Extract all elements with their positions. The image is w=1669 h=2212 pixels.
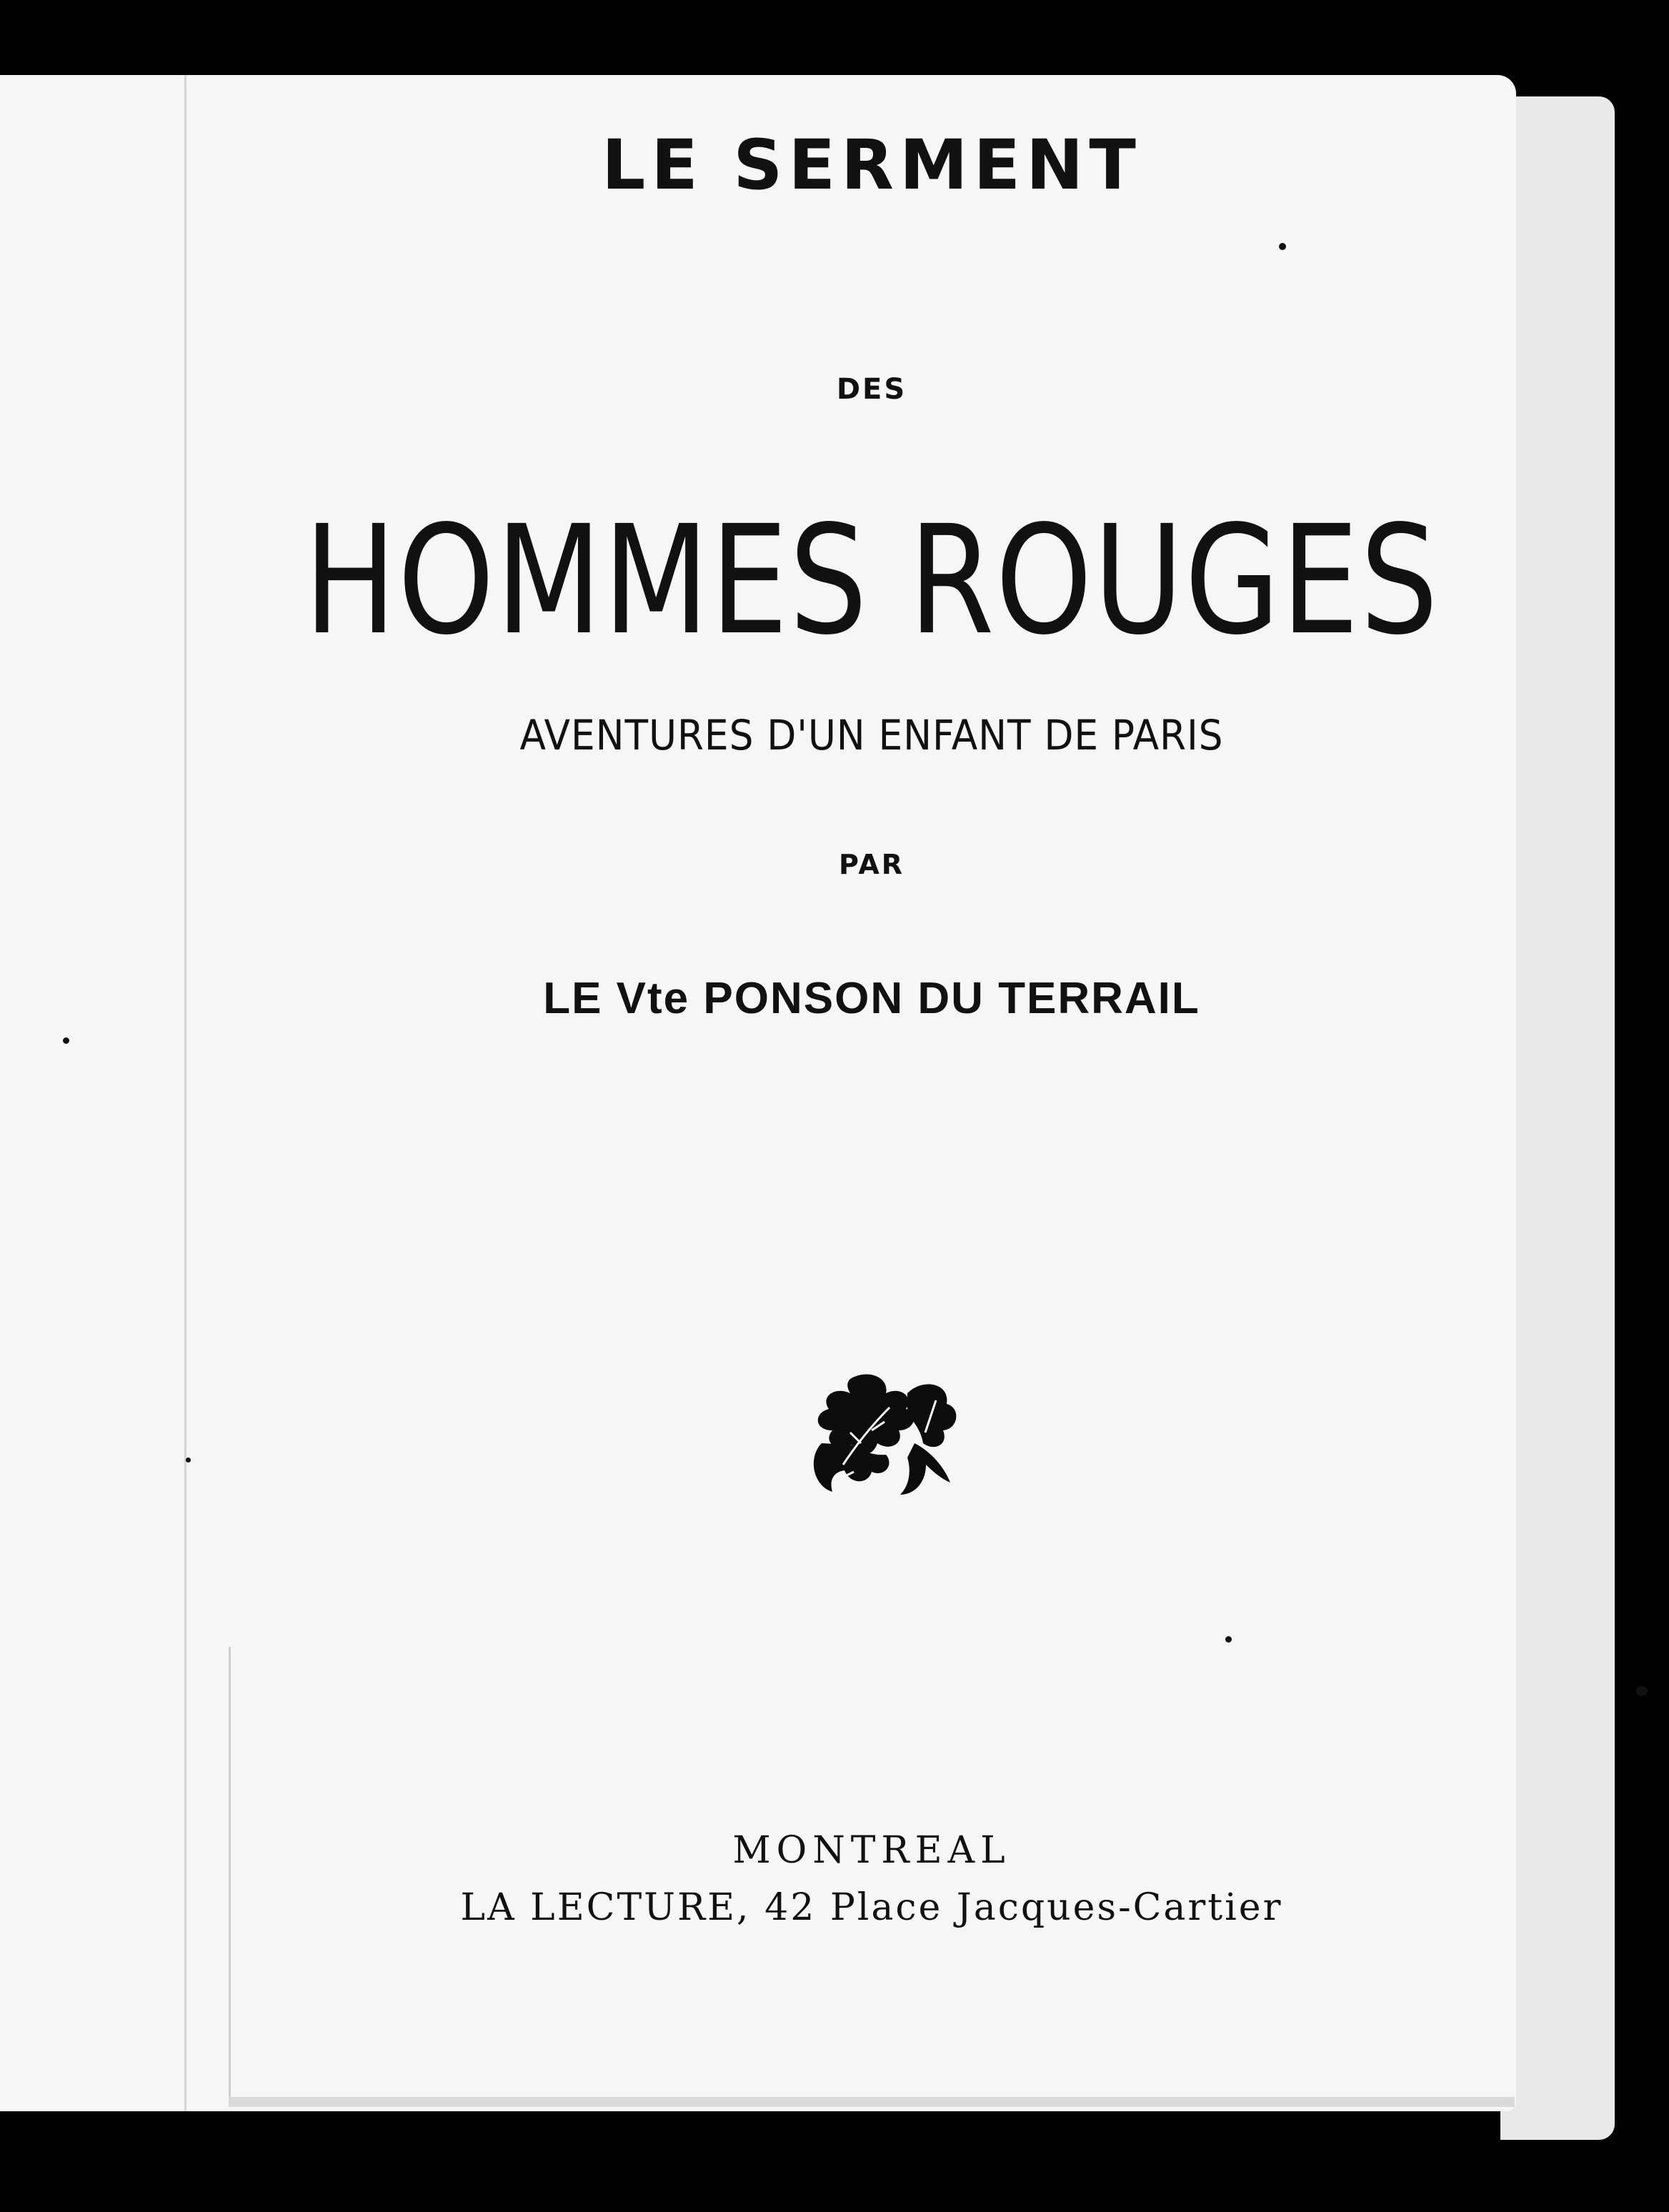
title-line-1: LE SERMENT (602, 125, 1142, 205)
ivy-leaf-ornament-icon (800, 1365, 972, 1508)
imprint-publisher: LA LECTURE, 42 Place Jacques-Cartier (460, 1886, 1283, 1929)
scan-speck (1279, 243, 1286, 250)
scan-speck (1636, 1686, 1648, 1696)
title-line-2: DES (836, 373, 907, 406)
imprint-city: MONTREAL (732, 1829, 1011, 1872)
scan-speck (1225, 1636, 1232, 1643)
binding-crease (229, 1647, 231, 2104)
subtitle: AVENTURES D'UN ENFANT DE PARIS (519, 711, 1224, 759)
author-name: LE Vte PONSON DU TERRAIL (543, 974, 1200, 1023)
byline-par: PAR (838, 849, 905, 880)
page-bottom-edge (229, 2097, 1515, 2107)
title-line-3: HOMMES ROUGES (304, 493, 1440, 668)
scan-speck (63, 1037, 69, 1044)
scan-speck (186, 1458, 191, 1463)
